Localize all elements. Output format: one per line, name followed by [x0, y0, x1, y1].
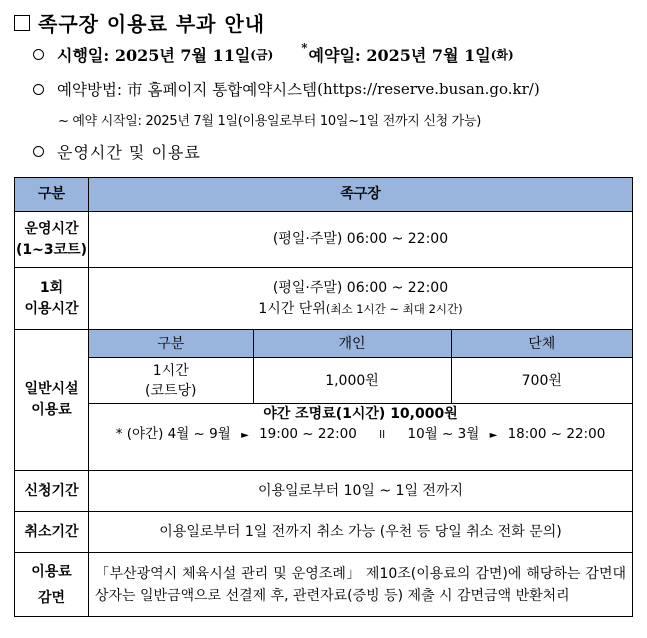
col-header-category: 구분: [15, 178, 89, 212]
night-fee-detail: [89, 424, 632, 446]
fee-subtable-header: [89, 330, 632, 358]
fee-group: 700원: [451, 358, 632, 404]
label-reduce: 이용료 감면: [15, 553, 89, 617]
fee-header-category: 구분: [89, 330, 253, 358]
reserve-method: 예약방법: 市 홈페이지 통합예약시스템: [57, 81, 318, 99]
arrow-right-icon: ►: [241, 430, 249, 441]
per-use-line1: (평일·주말) 06:00 ~ 22:00: [272, 279, 449, 296]
separator: ll: [379, 428, 386, 441]
circle-bullet-icon: [33, 49, 44, 60]
value-reduce: 「부산광역시 체육시설 관리 및 운영조례」 제10조(이용료의 감면)에 해당하는 감면대상자는 일반금액으로 선결제 후, 관련자료(증빙 등) 제출 시 감면금액 반환처리: [89, 553, 633, 617]
table-header-row: [15, 178, 633, 212]
fee-subtable-row: [89, 358, 632, 404]
dates-line: [33, 40, 514, 66]
value-per-use: [89, 268, 633, 330]
enforce-day: (금): [250, 48, 274, 62]
col-header-court: 족구장: [89, 178, 633, 212]
enforce-date: 시행일: 2025년 7월 11일: [57, 46, 251, 65]
night-summer-time: 19:00 ~ 22:00: [259, 426, 357, 442]
per-use-unit: 1시간 단위: [258, 300, 326, 317]
night-fee-row: [89, 404, 632, 447]
row-reduce: [15, 553, 633, 617]
fee-header-group: 단체: [451, 330, 632, 358]
label-cancel: 취소기간: [15, 512, 89, 553]
reserve-method-line: [33, 78, 540, 100]
label-general-fee: 일반시설 이용료: [15, 330, 89, 471]
label-per-use: 1회 이용시간: [15, 268, 89, 330]
fee-unit: 1시간 (코트당): [89, 358, 253, 404]
reserve-start-note: ~ 예약 시작일: 2025년 7월 1일(이용일로부터 10일~1일 전까지 신청 가능): [58, 114, 481, 129]
value-apply: 이용일로부터 10일 ~ 1일 전까지: [89, 471, 633, 512]
label-operating: 운영시간 (1~3코트): [15, 212, 89, 268]
label-apply: 신청기간: [15, 471, 89, 512]
section-title: 운영시간 및 이용료: [57, 143, 201, 162]
asterisk-mark: *: [301, 40, 308, 55]
title-text: 족구장 이용료 부과 안내: [38, 12, 266, 36]
row-cancel: [15, 512, 633, 553]
row-per-use: [15, 268, 633, 330]
fee-individual: 1,000원: [253, 358, 451, 404]
night-fee-title: 야간 조명료(1시간) 10,000원: [263, 406, 458, 422]
value-cancel: 이용일로부터 1일 전까지 취소 가능 (우천 등 당일 취소 전화 문의): [89, 512, 633, 553]
section-title-line: [33, 140, 201, 163]
value-general-fee: [89, 330, 633, 471]
row-operating: [15, 212, 633, 268]
value-operating: (평일·주말) 06:00 ~ 22:00: [89, 212, 633, 268]
per-use-range: (최소 1시간 ~ 최대 2시간): [325, 301, 463, 316]
night-winter-time: 18:00 ~ 22:00: [507, 426, 606, 442]
row-apply: [15, 471, 633, 512]
fee-header-individual: 개인: [253, 330, 451, 358]
reserve-date: 예약일: 2025년 7월 1일: [308, 46, 491, 65]
circle-bullet-icon: [33, 146, 44, 157]
page-title: [14, 8, 265, 37]
fee-subtable: [89, 330, 632, 446]
fee-table: [14, 177, 633, 617]
circle-bullet-icon: [33, 84, 44, 95]
row-general-fee: [15, 330, 633, 471]
night-winter: 10월 ~ 3월: [407, 426, 480, 442]
arrow-right-icon: ►: [489, 430, 498, 441]
night-fee-cell: [89, 404, 632, 447]
checkbox-icon: [14, 15, 30, 31]
reserve-url[interactable]: (https://reserve.busan.go.kr/): [317, 80, 540, 98]
reserve-day: (화): [490, 48, 514, 62]
per-use-line2: [89, 299, 632, 320]
night-summer: * (야간) 4월 ~ 9월: [115, 426, 231, 442]
